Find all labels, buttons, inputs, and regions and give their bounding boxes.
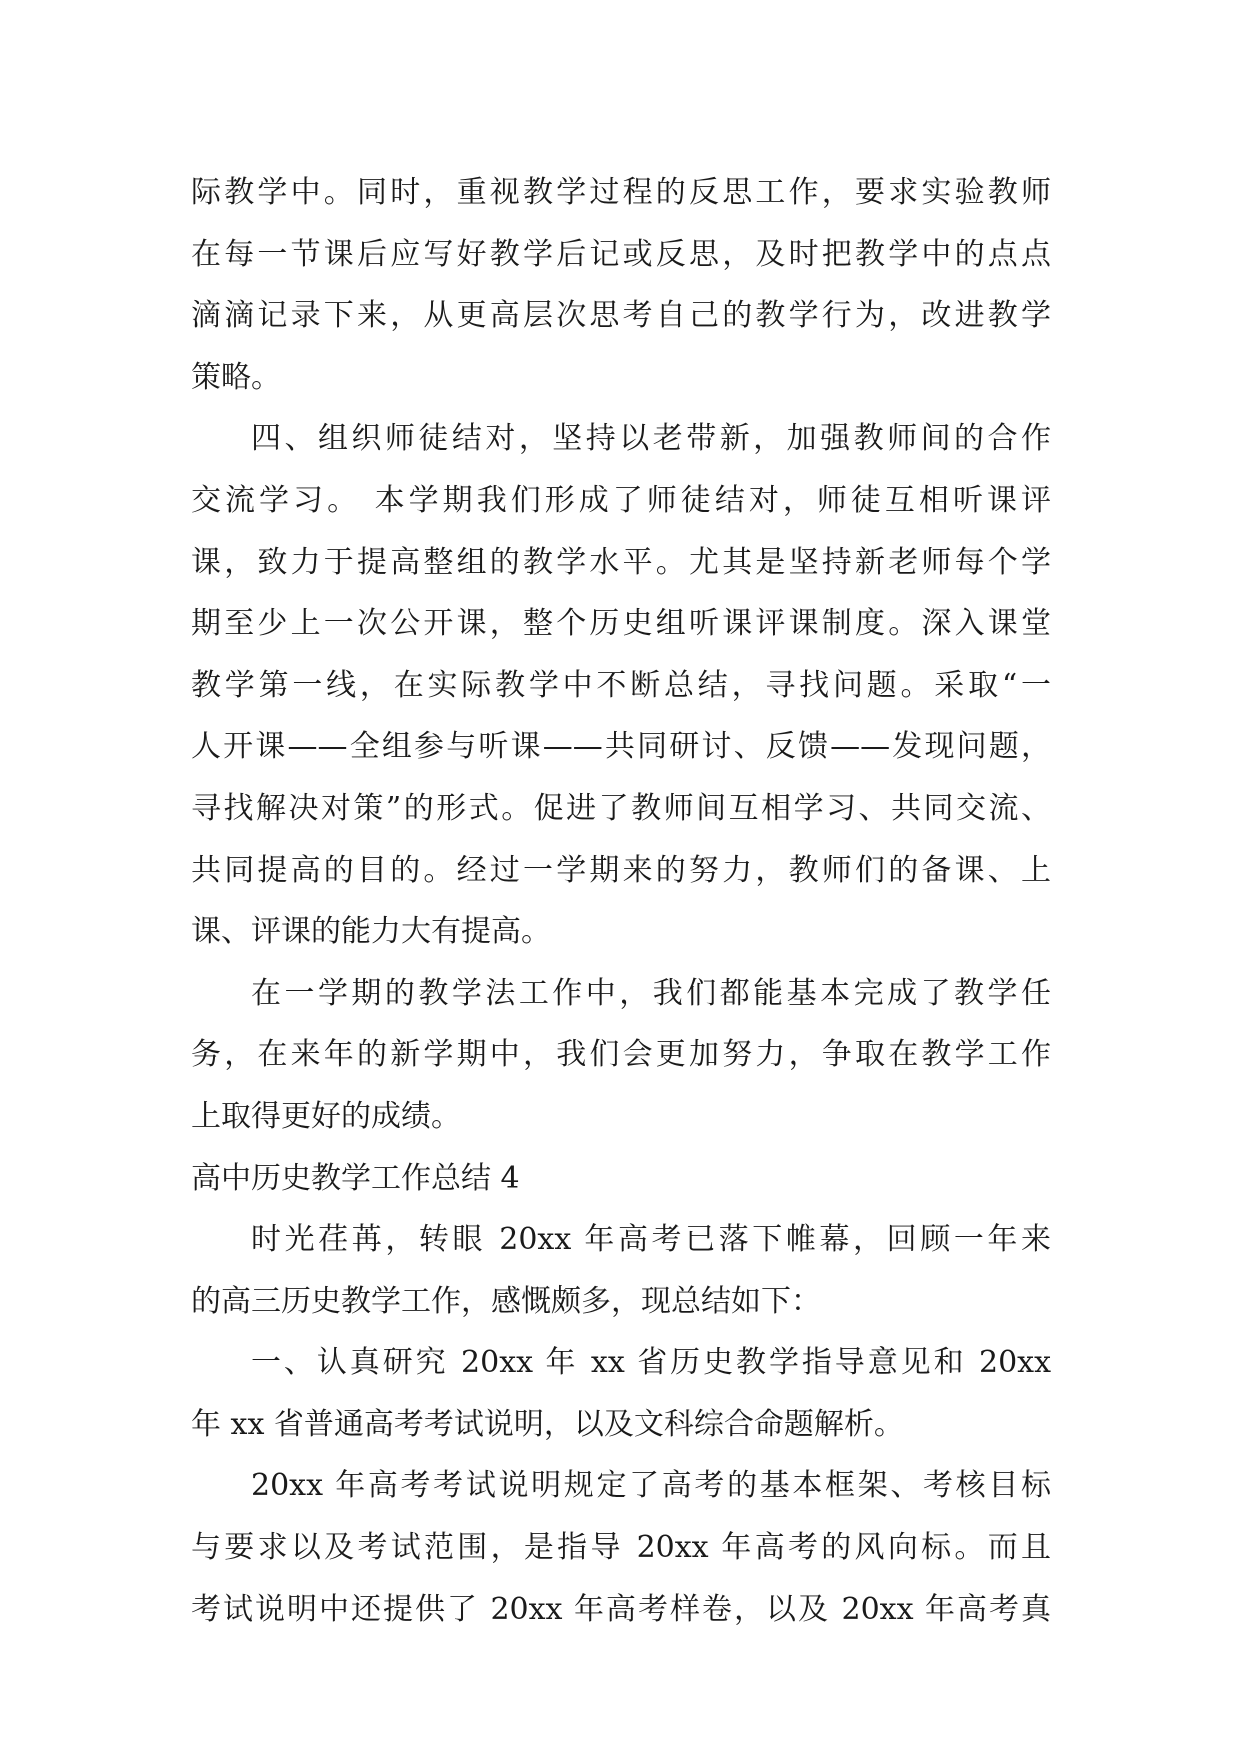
text-line: 滴滴记录下来，从更高层次思考自己的教学行为，改进教学 (191, 298, 1051, 334)
text-line: 一、认真研究 20xx 年 xx 省历史教学指导意见和 20xx (251, 1345, 1051, 1381)
text-line: 课、评课的能力大有提高。 (191, 914, 551, 950)
text-line: 共同提高的目的。经过一学期来的努力，教师们的备课、上 (191, 852, 1051, 888)
text-line: 高中历史教学工作总结 4 (191, 1160, 520, 1196)
text-line: 与要求以及考试范围，是指导 20xx 年高考的风向标。而且 (191, 1530, 1051, 1566)
text-line: 课，致力于提高整组的教学水平。尤其是坚持新老师每个学 (191, 544, 1051, 580)
text-line: 策略。 (191, 359, 281, 395)
text-line: 四、组织师徒结对，坚持以老带新，加强教师间的合作 (251, 421, 1051, 457)
text-line: 在每一节课后应写好教学后记或反思，及时把教学中的点点 (191, 236, 1051, 272)
text-line: 教学第一线，在实际教学中不断总结，寻找问题。采取“一 (191, 667, 1051, 703)
text-line: 考试说明中还提供了 20xx 年高考样卷，以及 20xx 年高考真 (191, 1591, 1051, 1627)
text-line: 期至少上一次公开课，整个历史组听课评课制度。深入课堂 (191, 606, 1051, 642)
text-line: 时光荏苒，转眼 20xx 年高考已落下帷幕，回顾一年来 (251, 1222, 1051, 1258)
text-line: 务，在来年的新学期中，我们会更加努力，争取在教学工作 (191, 1037, 1051, 1073)
document-body (191, 162, 1051, 1640)
text-line: 交流学习。 本学期我们形成了师徒结对，师徒互相听课评 (191, 482, 1051, 518)
text-line: 年 xx 省普通高考考试说明，以及文科综合命题解析。 (191, 1406, 904, 1442)
text-line: 在一学期的教学法工作中，我们都能基本完成了教学任 (251, 975, 1051, 1011)
text-line: 人开课——全组参与听课——共同研讨、反馈——发现问题， (191, 729, 1051, 765)
text-line: 的高三历史教学工作，感慨颇多，现总结如下： (191, 1283, 821, 1319)
text-line: 20xx 年高考考试说明规定了高考的基本框架、考核目标 (251, 1468, 1051, 1504)
text-line: 上取得更好的成绩。 (191, 1098, 461, 1134)
text-line: 寻找解决对策”的形式。促进了教师间互相学习、共同交流、 (191, 790, 1051, 826)
text-line: 际教学中。同时，重视教学过程的反思工作，要求实验教师 (191, 175, 1051, 210)
